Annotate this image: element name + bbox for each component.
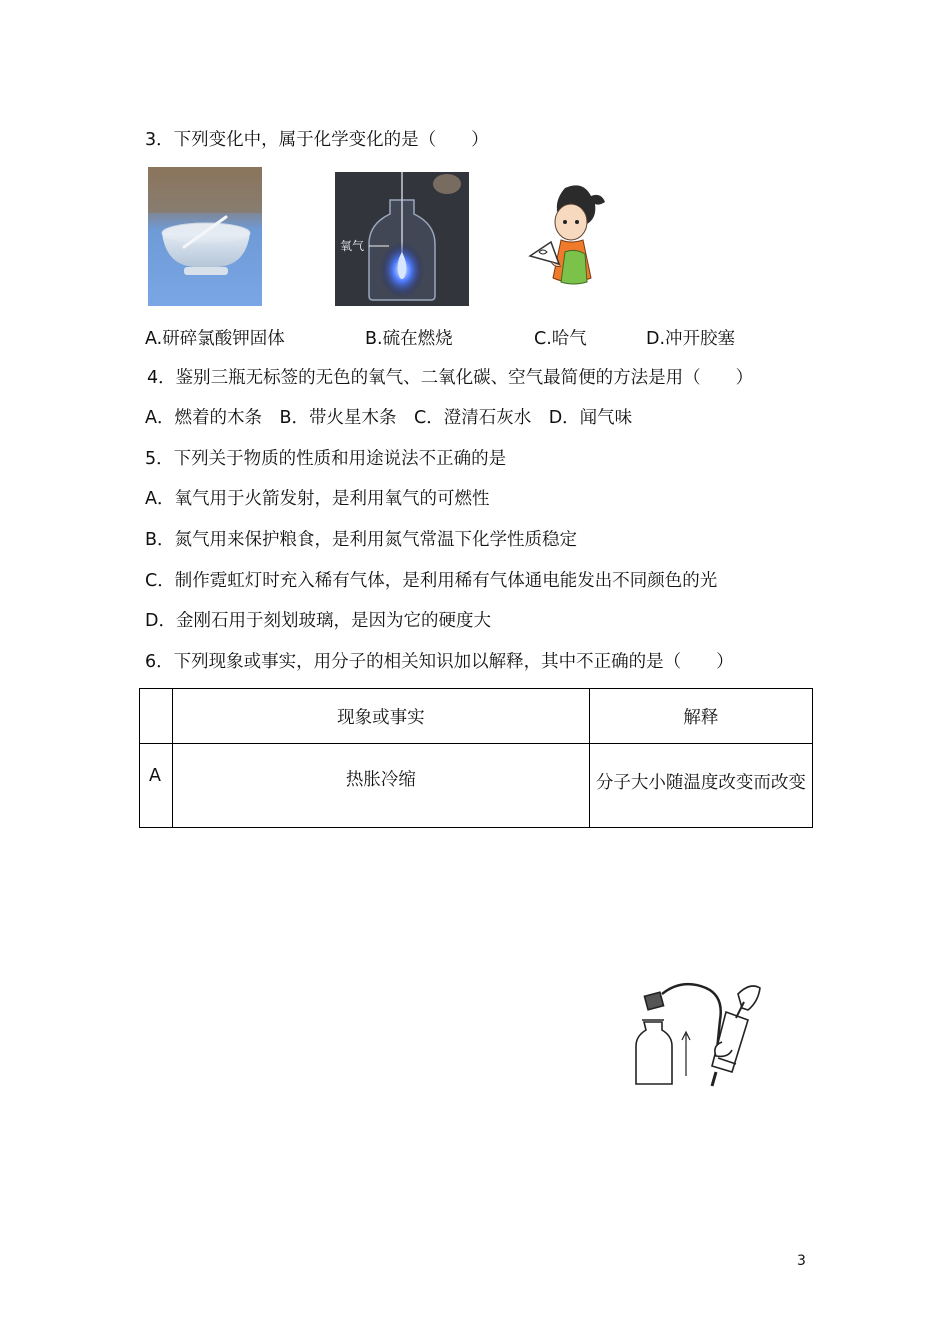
table-header-fact: 现象或事实 [173, 689, 590, 744]
table-header-explanation: 解释 [589, 689, 812, 744]
table-header-blank [140, 689, 173, 744]
mortar-image [148, 167, 262, 306]
q4-options: A．燃着的木条 B．带火星木条 C．澄清石灰水 D．闻气味 [145, 408, 633, 428]
row-label: A [140, 744, 173, 828]
oxygen-label: 氧气 [340, 239, 365, 253]
q5-stem: 5．下列关于物质的性质和用途说法不正确的是 [145, 449, 507, 469]
q5-option-b: B．氮气用来保护粮食，是利用氮气常温下化学性质稳定 [145, 530, 578, 550]
apparatus-image [632, 980, 767, 1092]
table-header-row [140, 689, 813, 744]
row-explanation: 分子大小随温度改变而改变 [589, 744, 812, 828]
q4-stem: 4．鉴别三瓶无标签的无色的氧气、二氧化碳、空气最简便的方法是用（ ） [147, 368, 754, 388]
row-fact: 热胀冷缩 [173, 744, 590, 828]
page-number: 3 [797, 1253, 806, 1269]
q6-stem: 6．下列现象或事实，用分子的相关知识加以解释，其中不正确的是（ ） [145, 652, 734, 672]
q3-option-a: A.研碎氯酸钾固体 [145, 329, 285, 349]
q3-option-c: C.哈气 [534, 329, 587, 349]
q5-option-d: D．金刚石用于刻划玻璃，是因为它的硬度大 [145, 611, 491, 631]
q5-option-c: C．制作霓虹灯时充入稀有气体，是利用稀有气体通电能发出不同颜色的光 [145, 571, 718, 591]
q6-table [139, 688, 813, 828]
q3-option-d: D.冲开胶塞 [646, 329, 736, 349]
q5-option-a: A．氧气用于火箭发射，是利用氧气的可燃性 [145, 489, 490, 509]
q3-stem: 3．下列变化中，属于化学变化的是（ ） [145, 130, 489, 150]
table-row [140, 744, 813, 828]
sulfur-burning-image [335, 172, 469, 306]
q3-option-b: B.硫在燃烧 [365, 329, 453, 349]
girl-breathing-image [525, 182, 607, 303]
